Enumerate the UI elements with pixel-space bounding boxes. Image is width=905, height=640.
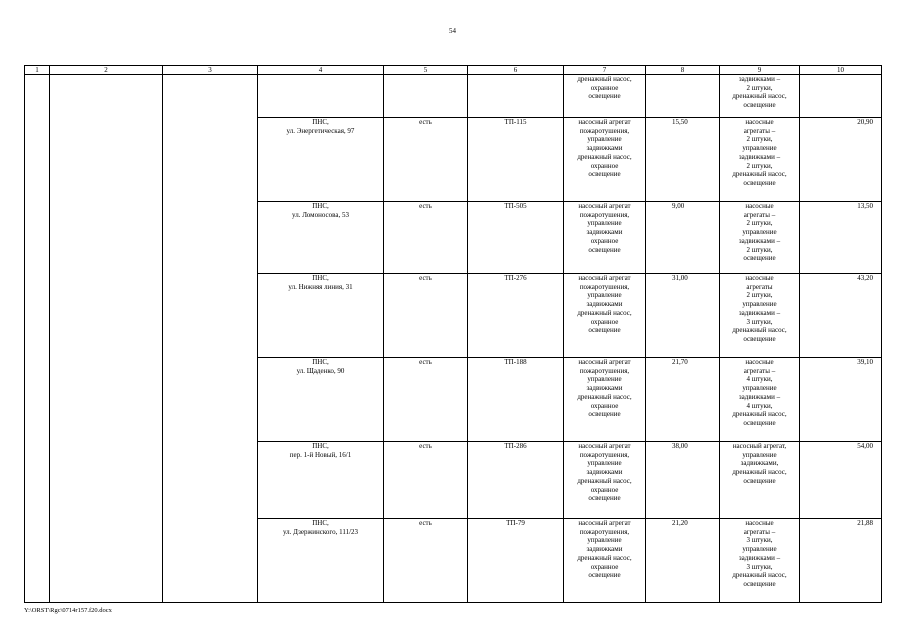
substation-cell: ТП-276	[468, 274, 564, 358]
value-cell: 9,00	[646, 202, 720, 274]
cell-line: 2 штуки,	[746, 219, 773, 228]
cell-line: пожаротушения,	[579, 366, 630, 375]
equipment-cell	[564, 118, 646, 202]
availability-cell: есть	[384, 118, 468, 202]
cell-line: управление	[587, 459, 622, 468]
cell-line: агрегаты	[746, 282, 773, 291]
cell-line: задвижками	[586, 545, 623, 554]
cell-line: задвижками	[586, 144, 623, 153]
cell-line: 3 штуки,	[746, 317, 773, 326]
cell-line: дренажный насос,	[732, 326, 787, 335]
cell-line: задвижками –	[738, 392, 781, 401]
cell-line: насосный агрегат	[578, 118, 631, 126]
equipment-cell	[564, 75, 646, 118]
object-name-cell	[258, 274, 384, 358]
column-number: 8	[646, 66, 720, 75]
cell-line: управление	[587, 291, 622, 300]
total-cell: 13,50	[800, 202, 882, 274]
page-number: 54	[449, 27, 456, 35]
object-name-cell	[258, 202, 384, 274]
cell-line: ПНС,	[312, 118, 329, 126]
cell-line: освещение	[743, 476, 776, 485]
cell-line: задвижками –	[738, 152, 781, 161]
cell-line: агрегаты –	[743, 366, 776, 375]
cell-line: освещение	[588, 92, 621, 101]
substation-cell: ТП-79	[468, 519, 564, 603]
cell-line: освещение	[588, 170, 621, 179]
cell-line: дренажный насос,	[577, 75, 632, 83]
object-name-cell	[258, 442, 384, 519]
value-cell: 15,50	[646, 118, 720, 202]
document-file-path: Y:\ORST\Rgc\0714r157.f20.docx	[24, 607, 112, 614]
equipment-cell	[564, 274, 646, 358]
cell-line: дренажный насос,	[577, 152, 632, 161]
total-cell: 54,00	[800, 442, 882, 519]
cell-line: 4 штуки,	[746, 375, 773, 384]
cell-line: 4 штуки,	[746, 401, 773, 410]
cell-line: освещение	[743, 254, 776, 263]
automation-cell	[720, 202, 800, 274]
cell-line: ул. Ломоносова, 53	[292, 210, 349, 219]
cell-line: ПНС,	[312, 274, 329, 282]
table-cell	[800, 75, 882, 118]
substation-cell: ТП-188	[468, 358, 564, 442]
cell-line: агрегаты –	[743, 126, 776, 135]
cell-line: 2 штуки,	[746, 291, 773, 300]
cell-line: ул. Щаденко, 90	[296, 366, 345, 375]
cell-line: 2 штуки,	[746, 161, 773, 170]
cell-line: освещение	[588, 494, 621, 503]
cell-line: 2 штуки,	[746, 135, 773, 144]
cell-line: управление	[742, 300, 777, 309]
total-cell: 43,20	[800, 274, 882, 358]
cell-line: освещение	[743, 101, 776, 110]
automation-cell	[720, 118, 800, 202]
cell-line: насосный агрегат	[578, 274, 631, 282]
cell-line: дренажный насос,	[577, 553, 632, 562]
col3-merged-cell	[163, 75, 258, 603]
equipment-cell	[564, 358, 646, 442]
substation-cell: ТП-286	[468, 442, 564, 519]
cell-line: ПНС,	[312, 519, 329, 527]
cell-line: насосные	[745, 274, 774, 282]
cell-line: 2 штуки,	[746, 245, 773, 254]
cell-line: управление	[742, 228, 777, 237]
cell-line: управление	[742, 144, 777, 153]
cell-line: задвижками	[586, 384, 623, 393]
cell-line: пожаротушения,	[579, 527, 630, 536]
cell-line: освещение	[588, 245, 621, 254]
cell-line: дренажный насос,	[577, 476, 632, 485]
cell-line: освещение	[588, 326, 621, 335]
automation-cell	[720, 358, 800, 442]
column-number: 6	[468, 66, 564, 75]
cell-line: охранное	[590, 161, 619, 170]
cell-line: освещение	[743, 334, 776, 343]
cell-line: дренажный насос,	[732, 92, 787, 101]
equipment-cell	[564, 202, 646, 274]
cell-line: насосный агрегат	[578, 519, 631, 527]
cell-line: охранное	[590, 83, 619, 92]
object-name-cell	[258, 519, 384, 603]
availability-cell: есть	[384, 442, 468, 519]
column-number: 1	[25, 66, 50, 75]
cell-line: дренажный насос,	[577, 308, 632, 317]
cell-line: управление	[587, 375, 622, 384]
cell-line: освещение	[588, 571, 621, 580]
cell-line: насосный агрегат,	[732, 442, 787, 450]
cell-line: управление	[742, 545, 777, 554]
cell-line: насосный агрегат	[578, 442, 631, 450]
table-cell	[258, 75, 384, 118]
cell-line: освещение	[588, 410, 621, 419]
cell-line: ул. Энергетическая, 97	[286, 126, 355, 135]
automation-cell	[720, 274, 800, 358]
cell-line: пер. 1-й Новый, 16/1	[289, 450, 352, 459]
substation-cell: ТП-505	[468, 202, 564, 274]
availability-cell: есть	[384, 202, 468, 274]
cell-line: 2 штуки,	[746, 83, 773, 92]
value-cell: 38,00	[646, 442, 720, 519]
cell-line: задвижками –	[738, 236, 781, 245]
cell-line: охранное	[590, 562, 619, 571]
cell-line: освещение	[743, 178, 776, 187]
cell-line: насосные	[745, 118, 774, 126]
equipment-cell	[564, 519, 646, 603]
cell-line: управление	[587, 219, 622, 228]
value-cell: 21,70	[646, 358, 720, 442]
cell-line: дренажный насос,	[732, 468, 787, 477]
cell-line: 3 штуки,	[746, 536, 773, 545]
table-cell	[646, 75, 720, 118]
cell-line: дренажный насос,	[577, 392, 632, 401]
cell-line: дренажный насос,	[732, 170, 787, 179]
cell-line: задвижками –	[738, 553, 781, 562]
cell-line: дренажный насос,	[732, 571, 787, 580]
cell-line: ул. Нижняя линия, 31	[288, 282, 353, 291]
cell-line: пожаротушения,	[579, 450, 630, 459]
cell-line: агрегаты –	[743, 527, 776, 536]
column-number: 2	[50, 66, 163, 75]
cell-line: управление	[742, 450, 777, 459]
column-number: 3	[163, 66, 258, 75]
cell-line: насосные	[745, 202, 774, 210]
cell-line: охранное	[590, 317, 619, 326]
cell-line: пожаротушения,	[579, 210, 630, 219]
cell-line: задвижками,	[740, 459, 779, 468]
cell-line: охранное	[590, 485, 619, 494]
cell-line: задвижками	[586, 300, 623, 309]
table-cell	[468, 75, 564, 118]
cell-line: насосный агрегат	[578, 202, 631, 210]
cell-line: задвижками	[586, 468, 623, 477]
table-cell	[384, 75, 468, 118]
availability-cell: есть	[384, 358, 468, 442]
cell-line: насосный агрегат	[578, 358, 631, 366]
total-cell: 20,90	[800, 118, 882, 202]
equipment-cell	[564, 442, 646, 519]
cell-line: управление	[587, 135, 622, 144]
substation-cell: ТП-115	[468, 118, 564, 202]
cell-line: задвижками –	[738, 75, 781, 83]
column-number: 7	[564, 66, 646, 75]
cell-line: пожаротушения,	[579, 126, 630, 135]
cell-line: освещение	[743, 418, 776, 427]
cell-line: задвижками –	[738, 308, 781, 317]
automation-cell	[720, 442, 800, 519]
cell-line: освещение	[743, 579, 776, 588]
cell-line: ПНС,	[312, 358, 329, 366]
cell-line: пожаротушения,	[579, 282, 630, 291]
cell-line: ПНС,	[312, 442, 329, 450]
column-number: 4	[258, 66, 384, 75]
column-number-row	[25, 66, 882, 75]
cell-line: ПНС,	[312, 202, 329, 210]
infrastructure-table	[24, 65, 882, 603]
cell-line: агрегаты –	[743, 210, 776, 219]
value-cell: 21,20	[646, 519, 720, 603]
column-number: 9	[720, 66, 800, 75]
cell-line: управление	[587, 536, 622, 545]
column-number: 10	[800, 66, 882, 75]
column-number: 5	[384, 66, 468, 75]
continuation-row	[25, 75, 882, 118]
availability-cell: есть	[384, 274, 468, 358]
object-name-cell	[258, 358, 384, 442]
total-cell: 39,10	[800, 358, 882, 442]
object-name-cell	[258, 118, 384, 202]
cell-line: насосные	[745, 358, 774, 366]
col1-merged-cell	[25, 75, 50, 603]
cell-line: охранное	[590, 236, 619, 245]
cell-line: управление	[742, 384, 777, 393]
automation-cell	[720, 519, 800, 603]
cell-line: 3 штуки,	[746, 562, 773, 571]
cell-line: ул. Дзержинского, 111/23	[282, 527, 359, 536]
cell-line: охранное	[590, 401, 619, 410]
col2-merged-cell	[50, 75, 163, 603]
availability-cell: есть	[384, 519, 468, 603]
total-cell: 21,88	[800, 519, 882, 603]
cell-line: задвижками	[586, 228, 623, 237]
cell-line: насосные	[745, 519, 774, 527]
value-cell: 31,00	[646, 274, 720, 358]
automation-cell	[720, 75, 800, 118]
cell-line: дренажный насос,	[732, 410, 787, 419]
